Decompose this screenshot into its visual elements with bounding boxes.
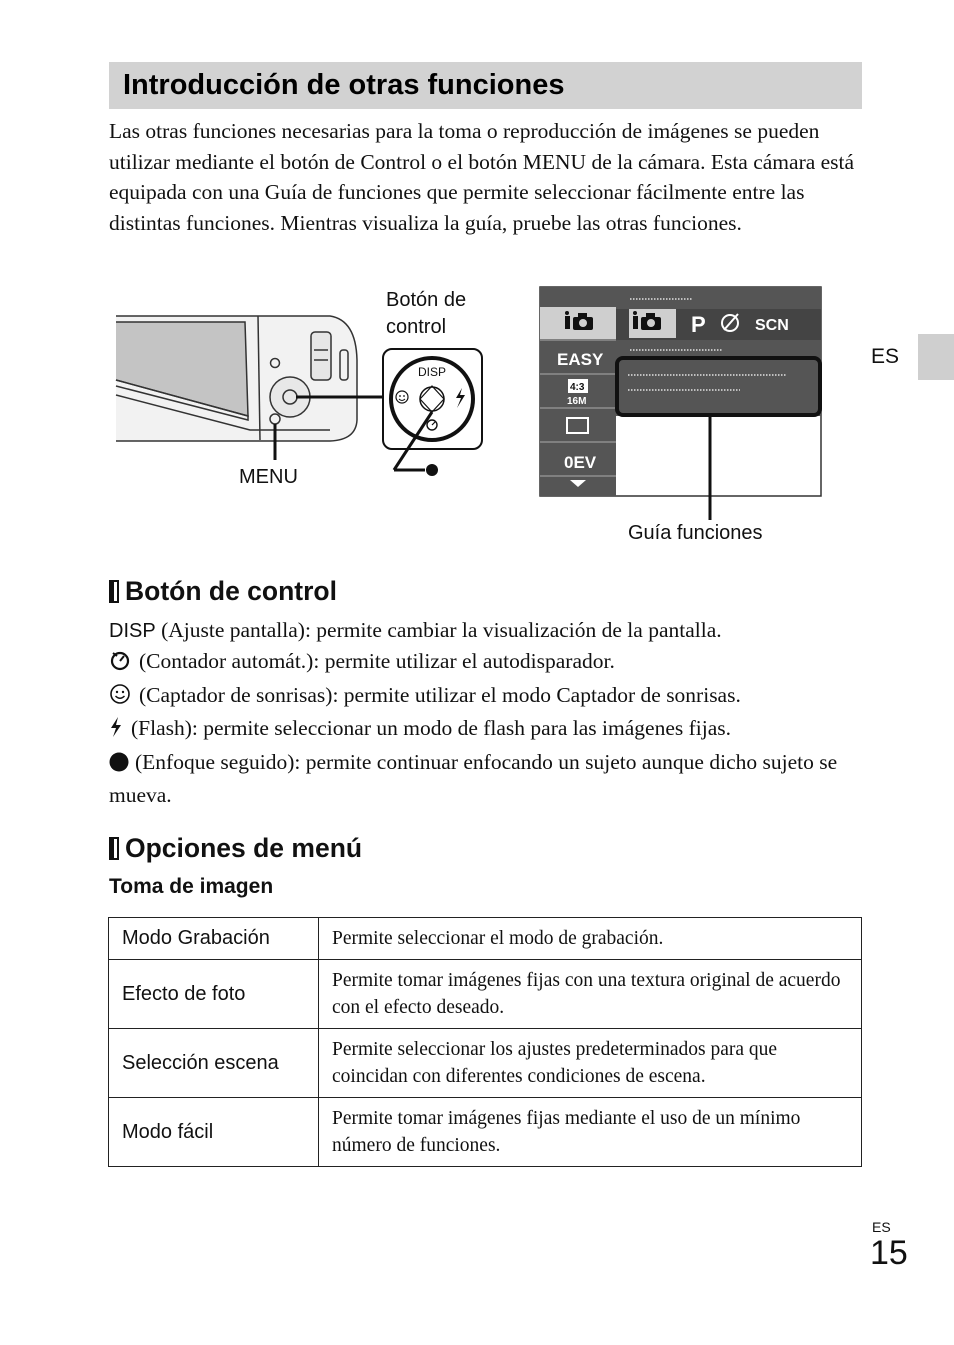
section-marker-icon bbox=[109, 580, 119, 603]
item-text: (Contador automát.): permite utilizar el autodisparador. bbox=[139, 649, 615, 674]
smile-icon bbox=[109, 683, 131, 713]
section-title: Botón de control bbox=[125, 576, 337, 606]
language-side-tab bbox=[918, 334, 954, 380]
control-label-line1: Botón de bbox=[386, 289, 467, 311]
list-item bbox=[109, 713, 869, 746]
item-text: (Ajuste pantalla): permite cambiar la visualización de la pantalla. bbox=[155, 618, 722, 642]
section-title: Opciones de menú bbox=[125, 833, 363, 863]
dot-icon bbox=[109, 750, 129, 780]
option-description: Permite seleccionar los ajustes predeterminados para que coincidan con diferentes condiciones de escena. bbox=[319, 1029, 862, 1098]
list-item bbox=[109, 646, 869, 679]
page-number: 15 bbox=[870, 1234, 908, 1272]
menu-label: MENU bbox=[239, 466, 298, 488]
control-dial-drawing bbox=[383, 349, 482, 476]
list-item bbox=[109, 747, 869, 811]
table-row bbox=[109, 1098, 862, 1167]
option-description: Permite tomar imágenes fijas mediante el uso de un mínimo número de funciones. bbox=[319, 1098, 862, 1167]
item-text: (Enfoque seguido): permite continuar enfocando un sujeto aunque dicho sujeto se mueva. bbox=[109, 749, 838, 808]
option-name: Modo fácil bbox=[109, 1098, 319, 1167]
language-side-label: ES bbox=[871, 345, 900, 368]
table-row bbox=[109, 960, 862, 1029]
lcd-screen-drawing bbox=[540, 287, 821, 520]
section-heading-menu bbox=[109, 832, 362, 864]
camera-figure bbox=[0, 0, 954, 560]
camera-body-drawing bbox=[116, 316, 357, 441]
lcd-easy-label: EASY bbox=[557, 350, 604, 369]
self-timer-icon bbox=[109, 649, 131, 679]
camera-illustration bbox=[0, 0, 954, 560]
section-heading-control bbox=[109, 575, 337, 607]
guide-label: Guía funciones bbox=[628, 522, 763, 544]
item-text: (Captador de sonrisas): permite utilizar el modo Captador de sonrisas. bbox=[139, 682, 741, 707]
intro-paragraph: Las otras funciones necesarias para la toma o reproducción de imágenes se pueden utilizar mediante el botón de Control o el botón MENU de la cámara. Esta cámara está equipada con una Guía de funciones que permite seleccionar fácilmente entre las distintas funciones. Mientras visualiza la guía, pruebe las otras funciones. bbox=[109, 119, 855, 235]
table-row bbox=[109, 1029, 862, 1098]
table-row bbox=[109, 918, 862, 960]
flash-icon bbox=[109, 716, 123, 746]
option-description: Permite tomar imágenes fijas con una textura original de acuerdo con el efecto deseado. bbox=[319, 960, 862, 1029]
subsection-title: Toma de imagen bbox=[109, 875, 274, 898]
lcd-size-label: 16M bbox=[567, 396, 587, 407]
lcd-p-label: P bbox=[691, 312, 706, 337]
list-item bbox=[109, 615, 869, 646]
item-text: (Flash): permite seleccionar un modo de flash para las imágenes fijas. bbox=[131, 716, 732, 741]
section-marker-icon bbox=[109, 837, 119, 860]
control-label-line2: control bbox=[386, 316, 447, 338]
option-name: Efecto de foto bbox=[109, 960, 319, 1029]
menu-options-table bbox=[108, 917, 862, 1167]
lcd-scn-label: SCN bbox=[755, 317, 789, 334]
footer-language: ES bbox=[872, 1219, 891, 1235]
option-name: Modo Grabación bbox=[109, 918, 319, 960]
lcd-ev-label: 0EV bbox=[564, 453, 597, 472]
dial-disp-label: DISP bbox=[418, 365, 447, 379]
page-title: Introducción de otras funciones bbox=[123, 69, 565, 101]
control-list bbox=[109, 615, 869, 810]
disp-label: DISP bbox=[109, 620, 156, 642]
list-item bbox=[109, 680, 869, 713]
option-name: Selección escena bbox=[109, 1029, 319, 1098]
option-description: Permite seleccionar el modo de grabación. bbox=[319, 918, 862, 960]
lcd-ratio-label: 4:3 bbox=[570, 382, 585, 393]
